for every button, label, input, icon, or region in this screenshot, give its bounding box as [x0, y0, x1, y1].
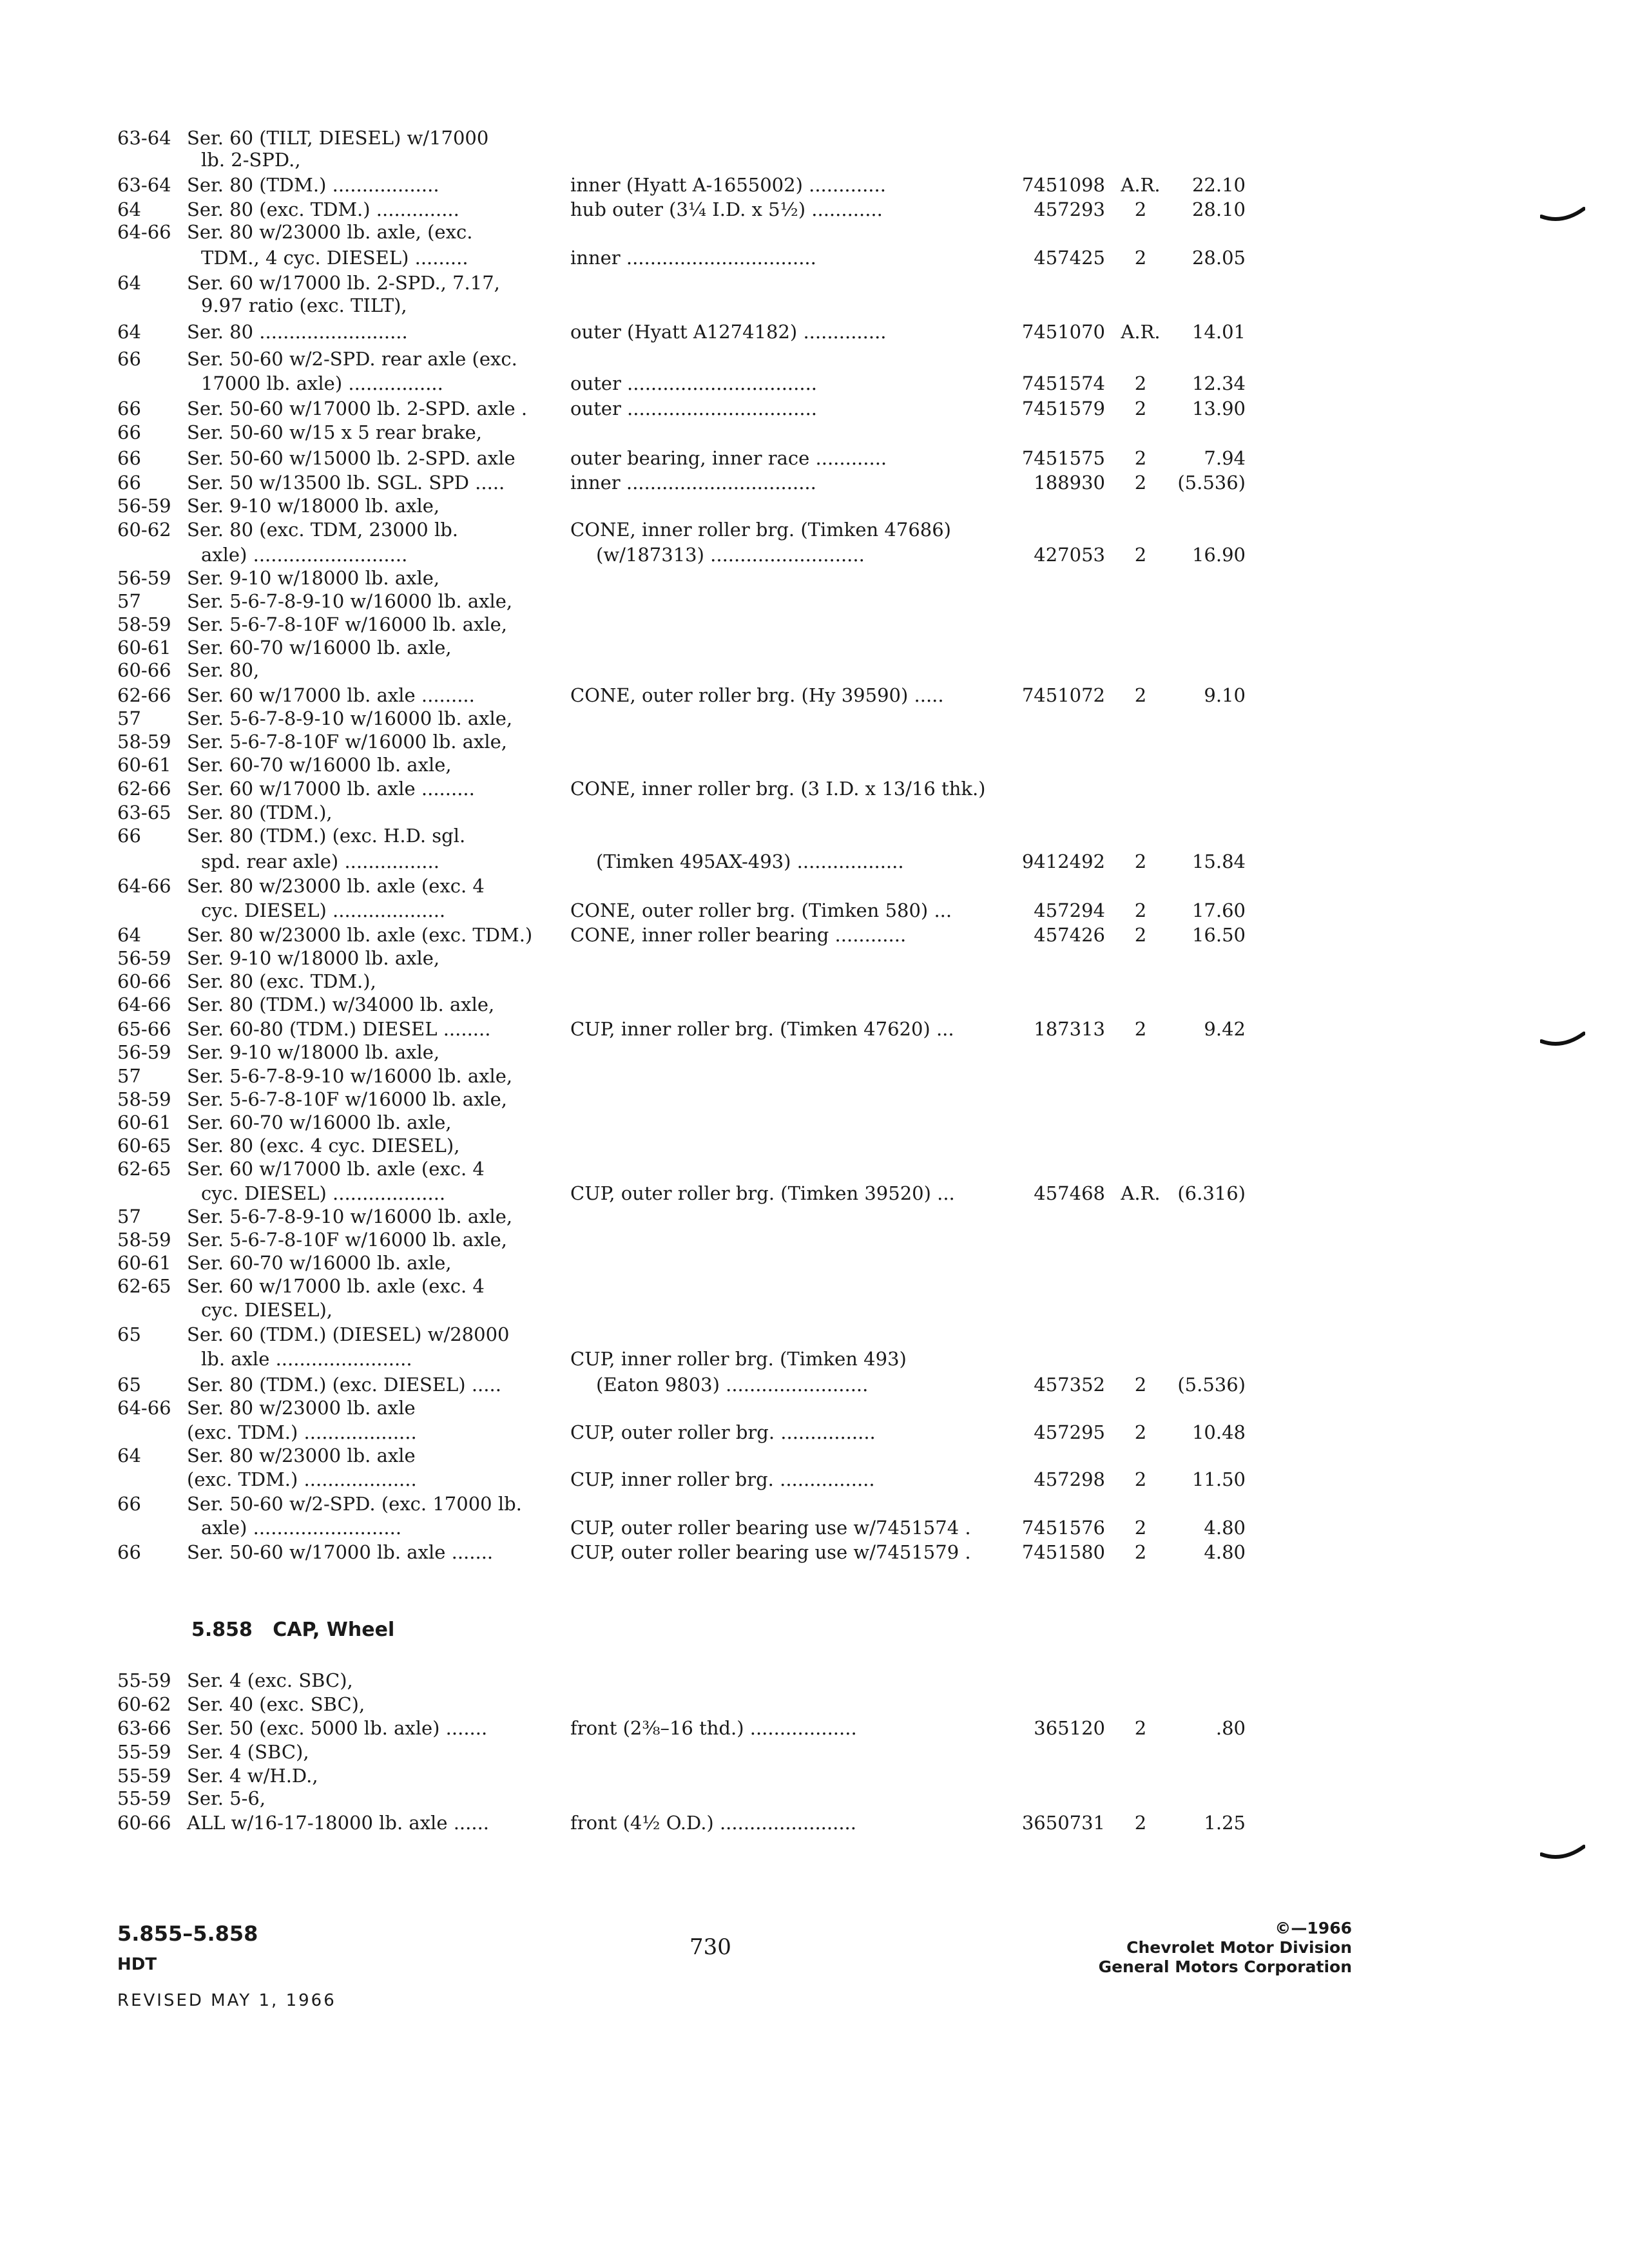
quantity: 2 [1134, 1517, 1147, 1539]
model-year: 63-64 [117, 174, 171, 196]
section-title: CAP, Wheel [273, 1619, 395, 1641]
application-text: Ser. 9-10 w/18000 lb. axle, [187, 947, 440, 969]
description-text: inner ................................ [570, 472, 816, 494]
application-text: Ser. 50 w/13500 lb. SGL. SPD ..... [187, 472, 505, 494]
application-text: Ser. 60-80 (TDM.) DIESEL ........ [187, 1018, 491, 1040]
table-row [0, 1251, 1629, 1275]
quantity: 2 [1134, 398, 1147, 419]
application-text: Ser. 9-10 w/18000 lb. axle, [187, 495, 440, 517]
model-year: 66 [117, 348, 141, 370]
application-text: Ser. 80 ......................... [187, 321, 408, 343]
application-text: Ser. 9-10 w/18000 lb. axle, [187, 567, 440, 589]
model-year: 63-65 [117, 802, 171, 823]
model-code: HDT [117, 1955, 157, 1974]
table-row [0, 1492, 1629, 1516]
application-text: Ser. 4 w/H.D., [187, 1765, 318, 1787]
table-row [0, 589, 1629, 613]
copyright: ©—1966 [1275, 1919, 1352, 1937]
table-row [0, 849, 1629, 874]
price: 13.90 [1191, 398, 1246, 419]
model-year: 62-66 [117, 778, 171, 800]
model-year: 58-59 [117, 1088, 171, 1110]
description-text: outer ................................ [570, 372, 818, 394]
table-row [0, 923, 1629, 947]
table-row [0, 874, 1629, 898]
application-text: Ser. 60 (TILT, DIESEL) w/17000 [187, 127, 489, 149]
table-row [0, 1692, 1629, 1716]
price: (5.536) [1177, 472, 1246, 494]
part-number: 7451098 [1021, 174, 1105, 196]
model-year: 64 [117, 272, 141, 294]
quantity: A.R. [1121, 174, 1161, 196]
part-number: 427053 [1034, 544, 1105, 566]
application-text: Ser. 5-6-7-8-9-10 w/16000 lb. axle, [187, 707, 513, 729]
description-text: (Eaton 9803) ........................ [596, 1374, 869, 1396]
application-text: Ser. 5-6-7-8-9-10 w/16000 lb. axle, [187, 1065, 513, 1087]
application-text: cyc. DIESEL) ................... [201, 899, 446, 921]
part-number: 457352 [1034, 1374, 1105, 1396]
application-text: Ser. 5-6, [187, 1787, 266, 1809]
part-number: 365120 [1034, 1717, 1105, 1739]
division-name: Chevrolet Motor Division [1126, 1938, 1352, 1957]
model-year: 63-66 [117, 1717, 171, 1739]
model-year: 56-59 [117, 567, 171, 589]
description-text: CONE, outer roller brg. (Hy 39590) ..... [570, 684, 944, 706]
description-text: front (2⅜–16 thd.) .................. [570, 1717, 857, 1739]
table-row [0, 1540, 1629, 1564]
table-row [0, 612, 1629, 637]
description-text: CONE, inner roller bearing ............ [570, 924, 907, 946]
price: 10.48 [1191, 1421, 1246, 1443]
application-text: Ser. 60 w/17000 lb. 2-SPD., 7.17, [187, 272, 500, 294]
table-row [0, 1110, 1629, 1135]
application-text: Ser. 60-70 w/16000 lb. axle, [187, 1252, 452, 1274]
model-year: 66 [117, 1541, 141, 1563]
quantity: 2 [1134, 1421, 1147, 1443]
model-year: 60-61 [117, 1252, 171, 1274]
model-year: 64-66 [117, 875, 171, 897]
table-row [0, 1786, 1629, 1811]
table-row [0, 753, 1629, 777]
model-year: 66 [117, 1493, 141, 1515]
table-row [0, 1515, 1629, 1540]
table-row [0, 776, 1629, 801]
model-year: 66 [117, 447, 141, 469]
application-text: cyc. DIESEL) ................... [201, 1182, 446, 1204]
description-text: inner (Hyatt A-1655002) ............. [570, 174, 886, 196]
table-row [0, 470, 1629, 495]
application-text: Ser. 5-6-7-8-9-10 w/16000 lb. axle, [187, 1206, 513, 1227]
application-text: (exc. TDM.) ................... [187, 1468, 417, 1490]
model-year: 64-66 [117, 221, 171, 243]
application-text: 17000 lb. axle) ................ [201, 372, 443, 394]
application-text: spd. rear axle) ................ [201, 850, 439, 872]
model-year: 66 [117, 421, 141, 443]
table-row [0, 271, 1629, 295]
margin-check-mark [1540, 1843, 1585, 1861]
model-year: 64 [117, 198, 141, 220]
table-row [0, 1420, 1629, 1445]
table-row [0, 1181, 1629, 1206]
table-row [0, 800, 1629, 825]
table-row [0, 683, 1629, 707]
part-number: 7451070 [1021, 321, 1105, 343]
table-row [0, 148, 1629, 172]
model-year: 66 [117, 398, 141, 419]
quantity: 2 [1134, 447, 1147, 469]
table-row [0, 1443, 1629, 1468]
part-number: 7451580 [1021, 1541, 1105, 1563]
price: 11.50 [1191, 1468, 1246, 1490]
application-text: Ser. 80 w/23000 lb. axle [187, 1445, 416, 1466]
description-text: CUP, outer roller brg. ................ [570, 1421, 876, 1443]
page-number: 730 [689, 1934, 731, 1960]
price: 9.10 [1204, 684, 1246, 706]
table-row [0, 126, 1629, 150]
application-text: Ser. 60 w/17000 lb. axle (exc. 4 [187, 1275, 485, 1297]
margin-check-mark [1540, 205, 1585, 223]
description-text: (w/187313) .......................... [596, 544, 865, 566]
quantity: A.R. [1121, 321, 1161, 343]
model-year: 60-61 [117, 754, 171, 776]
table-row [0, 494, 1629, 518]
application-text: Ser. 80 (exc. TDM, 23000 lb. [187, 519, 459, 541]
application-text: Ser. 5-6-7-8-10F w/16000 lb. axle, [187, 731, 508, 753]
table-row [0, 396, 1629, 421]
model-year: 56-59 [117, 495, 171, 517]
application-text: Ser. 80 w/23000 lb. axle [187, 1397, 416, 1419]
application-text: Ser. 60 w/17000 lb. axle ......... [187, 684, 475, 706]
quantity: 2 [1134, 684, 1147, 706]
description-text: CUP, outer roller brg. (Timken 39520) ... [570, 1182, 955, 1204]
application-text: Ser. 9-10 w/18000 lb. axle, [187, 1041, 440, 1063]
application-text: Ser. 80 w/23000 lb. axle (exc. 4 [187, 875, 485, 897]
description-text: CONE, inner roller brg. (Timken 47686) [570, 519, 951, 541]
quantity: 2 [1134, 1717, 1147, 1739]
part-number: 7451579 [1021, 398, 1105, 419]
price: (6.316) [1177, 1182, 1246, 1204]
application-text: 9.97 ratio (exc. TILT), [201, 294, 407, 316]
application-text: Ser. 5-6-7-8-9-10 w/16000 lb. axle, [187, 590, 513, 612]
application-text: Ser. 80 (TDM.) (exc. H.D. sgl. [187, 825, 466, 847]
application-text: Ser. 50-60 w/15 x 5 rear brake, [187, 421, 482, 443]
application-text: TDM., 4 cyc. DIESEL) ......... [201, 247, 468, 269]
table-row [0, 220, 1629, 244]
corporation-name: General Motors Corporation [1098, 1957, 1352, 1976]
application-text: Ser. 5-6-7-8-10F w/16000 lb. axle, [187, 1229, 508, 1251]
model-year: 55-59 [117, 1669, 171, 1691]
model-year: 64 [117, 924, 141, 946]
part-number: 457293 [1034, 198, 1105, 220]
description-text: CUP, outer roller bearing use w/7451574 . [570, 1517, 971, 1539]
revision-date: REVISED MAY 1, 1966 [117, 1991, 336, 2010]
table-row [0, 729, 1629, 754]
table-row [0, 1347, 1629, 1371]
application-text: Ser. 80 (TDM.) w/34000 lb. axle, [187, 994, 495, 1015]
table-row [0, 706, 1629, 731]
description-text: CUP, outer roller bearing use w/7451579 . [570, 1541, 971, 1563]
quantity: 2 [1134, 372, 1147, 394]
price: (5.536) [1177, 1374, 1246, 1396]
application-text: Ser. 50-60 w/2-SPD. (exc. 17000 lb. [187, 1493, 522, 1515]
application-text: Ser. 50-60 w/2-SPD. rear axle (exc. [187, 348, 517, 370]
model-year: 64 [117, 321, 141, 343]
table-row [0, 1204, 1629, 1229]
application-text: ALL w/16-17-18000 lb. axle ...... [187, 1812, 490, 1834]
quantity: 2 [1134, 472, 1147, 494]
table-row [0, 347, 1629, 371]
quantity: A.R. [1121, 1182, 1161, 1204]
quantity: 2 [1134, 924, 1147, 946]
quantity: 2 [1134, 850, 1147, 872]
application-text: Ser. 80 w/23000 lb. axle (exc. TDM.) [187, 924, 533, 946]
application-text: Ser. 80 (exc. TDM.) .............. [187, 198, 459, 220]
application-text: cyc. DIESEL), [201, 1299, 333, 1321]
description-text: front (4½ O.D.) ....................... [570, 1812, 856, 1834]
quantity: 2 [1134, 1468, 1147, 1490]
model-year: 56-59 [117, 1041, 171, 1063]
price: 4.80 [1204, 1517, 1246, 1539]
application-text: lb. 2-SPD., [201, 149, 301, 171]
table-row [0, 1133, 1629, 1158]
model-year: 60-65 [117, 1135, 171, 1157]
application-text: lb. axle ....................... [201, 1348, 412, 1370]
part-number: 457425 [1034, 247, 1105, 269]
description-text: CUP, inner roller brg. ................ [570, 1468, 875, 1490]
application-text: Ser. 50 (exc. 5000 lb. axle) ....... [187, 1717, 488, 1739]
application-text: Ser. 60-70 w/16000 lb. axle, [187, 754, 452, 776]
table-row [0, 293, 1629, 318]
application-text: Ser. 80 (TDM.) (exc. DIESEL) ..... [187, 1374, 501, 1396]
model-year: 60-66 [117, 1812, 171, 1834]
application-text: (exc. TDM.) ................... [187, 1421, 417, 1443]
model-year: 64 [117, 1445, 141, 1466]
application-text: Ser. 50-60 w/17000 lb. 2-SPD. axle . [187, 398, 528, 419]
price: 14.01 [1191, 321, 1246, 343]
model-year: 57 [117, 590, 141, 612]
model-year: 63-64 [117, 127, 171, 149]
table-row [0, 1274, 1629, 1298]
part-number: 457298 [1034, 1468, 1105, 1490]
application-text: Ser. 80 w/23000 lb. axle, (exc. [187, 221, 473, 243]
application-text: Ser. 60 (TDM.) (DIESEL) w/28000 [187, 1323, 510, 1345]
price: 28.05 [1191, 247, 1246, 269]
application-text: Ser. 80, [187, 659, 260, 681]
table-row [0, 1396, 1629, 1420]
model-year: 60-61 [117, 1111, 171, 1133]
part-number: 457426 [1034, 924, 1105, 946]
price: 15.84 [1191, 850, 1246, 872]
table-row [0, 543, 1629, 567]
application-text: Ser. 60-70 w/16000 lb. axle, [187, 637, 452, 658]
model-year: 58-59 [117, 613, 171, 635]
model-year: 58-59 [117, 731, 171, 753]
part-number: 7451072 [1021, 684, 1105, 706]
quantity: 2 [1134, 899, 1147, 921]
table-row [0, 371, 1629, 396]
quantity: 2 [1134, 1374, 1147, 1396]
price: 17.60 [1191, 899, 1246, 921]
application-text: axle) .......................... [201, 544, 408, 566]
application-text: Ser. 40 (exc. SBC), [187, 1693, 365, 1715]
section-heading [191, 1619, 394, 1641]
application-text: Ser. 60 w/17000 lb. axle ......... [187, 778, 475, 800]
description-text: outer (Hyatt A1274182) .............. [570, 321, 887, 343]
table-row [0, 969, 1629, 994]
application-text: Ser. 50-60 w/17000 lb. axle ....... [187, 1541, 494, 1563]
part-number: 7451575 [1021, 447, 1105, 469]
application-text: Ser. 80 (exc. 4 cyc. DIESEL), [187, 1135, 460, 1157]
part-number: 7451576 [1021, 1517, 1105, 1539]
model-year: 56-59 [117, 947, 171, 969]
table-row [0, 1322, 1629, 1347]
table-row [0, 420, 1629, 445]
model-year: 65 [117, 1323, 141, 1345]
description-text: CUP, inner roller brg. (Timken 47620) ... [570, 1018, 954, 1040]
model-year: 58-59 [117, 1229, 171, 1251]
part-number: 457295 [1034, 1421, 1105, 1443]
model-year: 60-62 [117, 1693, 171, 1715]
price: 16.50 [1191, 924, 1246, 946]
model-year: 57 [117, 1065, 141, 1087]
quantity: 2 [1134, 247, 1147, 269]
part-number: 7451574 [1021, 372, 1105, 394]
model-year: 55-59 [117, 1741, 171, 1763]
table-row [0, 1716, 1629, 1740]
application-text: Ser. 5-6-7-8-10F w/16000 lb. axle, [187, 613, 508, 635]
application-text: Ser. 4 (SBC), [187, 1741, 309, 1763]
part-number: 187313 [1034, 1018, 1105, 1040]
application-text: Ser. 50-60 w/15000 lb. 2-SPD. axle [187, 447, 516, 469]
part-number: 188930 [1034, 472, 1105, 494]
table-row [0, 1740, 1629, 1764]
model-year: 64-66 [117, 1397, 171, 1419]
part-number: 457468 [1034, 1182, 1105, 1204]
model-year: 62-65 [117, 1158, 171, 1180]
table-row [0, 517, 1629, 542]
table-row [0, 1372, 1629, 1397]
table-row [0, 566, 1629, 590]
model-year: 57 [117, 1206, 141, 1227]
model-year: 62-65 [117, 1275, 171, 1297]
table-row [0, 1157, 1629, 1181]
model-year: 65 [117, 1374, 141, 1396]
application-text: axle) ......................... [201, 1517, 402, 1539]
application-text: Ser. 60-70 w/16000 lb. axle, [187, 1111, 452, 1133]
section-code: 5.855–5.858 [117, 1921, 258, 1946]
part-number: 3650731 [1021, 1812, 1105, 1834]
model-year: 55-59 [117, 1765, 171, 1787]
application-text: Ser. 4 (exc. SBC), [187, 1669, 353, 1691]
price: 4.80 [1204, 1541, 1246, 1563]
quantity: 2 [1134, 198, 1147, 220]
table-row [0, 320, 1629, 344]
model-year: 65-66 [117, 1018, 171, 1040]
table-row [0, 1467, 1629, 1492]
application-text: Ser. 80 (TDM.) .................. [187, 174, 439, 196]
quantity: 2 [1134, 1812, 1147, 1834]
quantity: 2 [1134, 544, 1147, 566]
part-number: 9412492 [1021, 850, 1105, 872]
application-text: Ser. 60 w/17000 lb. axle (exc. 4 [187, 1158, 485, 1180]
table-row [0, 245, 1629, 270]
price: 7.94 [1204, 447, 1246, 469]
margin-check-mark [1540, 1030, 1585, 1048]
table-row [0, 635, 1629, 660]
model-year: 57 [117, 707, 141, 729]
description-text: hub outer (3¼ I.D. x 5½) ............ [570, 198, 883, 220]
table-row [0, 1811, 1629, 1835]
price: 9.42 [1204, 1018, 1246, 1040]
table-row [0, 197, 1629, 222]
part-number: 457294 [1034, 899, 1105, 921]
model-year: 60-66 [117, 659, 171, 681]
description-text: CONE, inner roller brg. (3 I.D. x 13/16 thk.) [570, 778, 986, 800]
description-text: outer ................................ [570, 398, 818, 419]
description-text: CUP, inner roller brg. (Timken 493) [570, 1348, 907, 1370]
table-row [0, 446, 1629, 470]
table-row [0, 1227, 1629, 1252]
model-year: 60-61 [117, 637, 171, 658]
model-year: 55-59 [117, 1787, 171, 1809]
price: 12.34 [1191, 372, 1246, 394]
model-year: 62-66 [117, 684, 171, 706]
table-row [0, 1064, 1629, 1088]
quantity: 2 [1134, 1541, 1147, 1563]
table-row [0, 1087, 1629, 1111]
application-text: Ser. 80 (exc. TDM.), [187, 970, 376, 992]
section-number: 5.858 [191, 1619, 253, 1641]
description-text: outer bearing, inner race ............ [570, 447, 887, 469]
table-row [0, 173, 1629, 197]
table-row [0, 992, 1629, 1017]
table-row [0, 1017, 1629, 1041]
model-year: 60-62 [117, 519, 171, 541]
quantity: 2 [1134, 1018, 1147, 1040]
model-year: 66 [117, 825, 141, 847]
application-text: Ser. 80 (TDM.), [187, 802, 333, 823]
price: 1.25 [1204, 1812, 1246, 1834]
table-row [0, 823, 1629, 848]
table-row [0, 1298, 1629, 1322]
table-row [0, 946, 1629, 970]
table-row [0, 898, 1629, 923]
application-text: Ser. 5-6-7-8-10F w/16000 lb. axle, [187, 1088, 508, 1110]
price: 22.10 [1191, 174, 1246, 196]
model-year: 66 [117, 472, 141, 494]
table-row [0, 1040, 1629, 1064]
description-text: inner ................................ [570, 247, 816, 269]
model-year: 64-66 [117, 994, 171, 1015]
price: 16.90 [1191, 544, 1246, 566]
price: 28.10 [1191, 198, 1246, 220]
table-row [0, 1668, 1629, 1693]
table-row [0, 1763, 1629, 1788]
model-year: 60-66 [117, 970, 171, 992]
description-text: (Timken 495AX-493) .................. [596, 850, 904, 872]
description-text: CONE, outer roller brg. (Timken 580) ... [570, 899, 952, 921]
table-row [0, 658, 1629, 682]
price: .80 [1215, 1717, 1246, 1739]
